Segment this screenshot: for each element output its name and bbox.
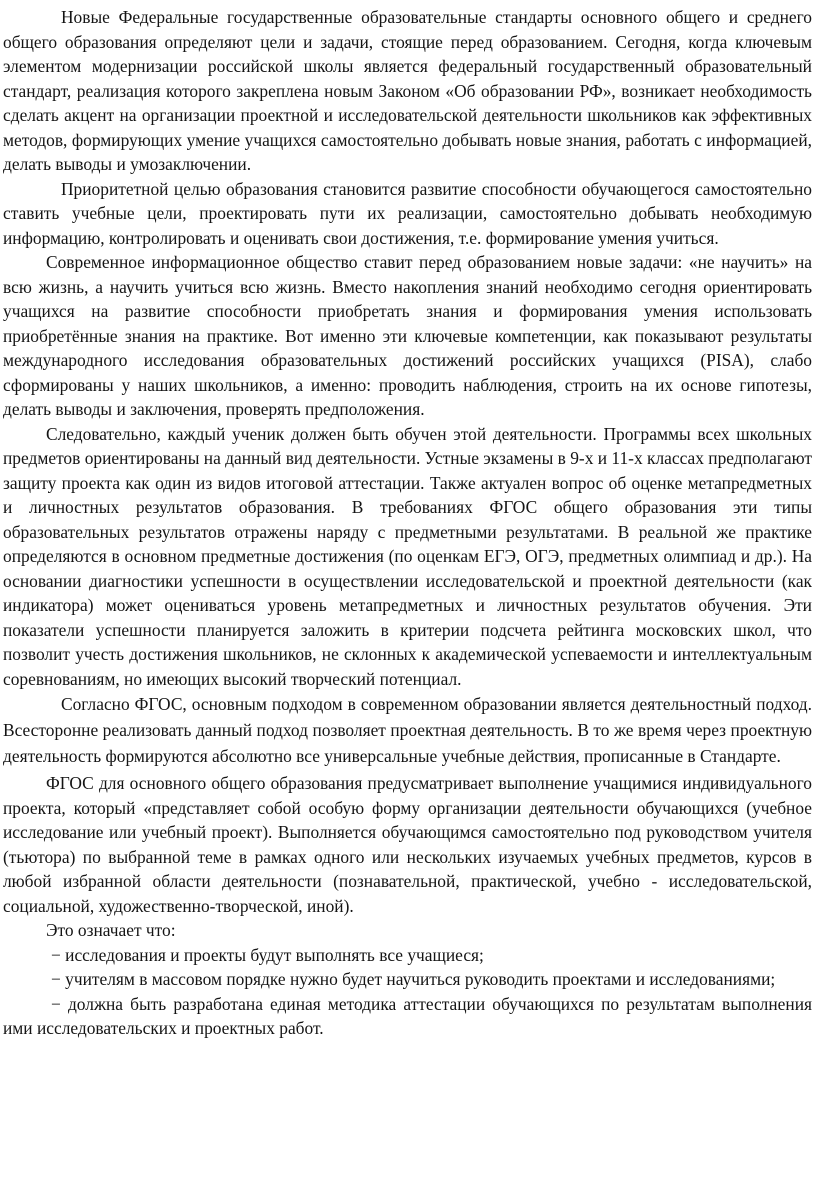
paragraph-individual-project: ФГОС для основного общего образования предусматривает выполнение учащимися индивидуального проекта, который «представляет собой особую форму организации деятельности обучающихся (учебное исследование или учебный проект). Выполняется обучающимся самостоятельно под руководством учителя (тьютора) по выбранной теме в рамках одного или нескольких изучаемых учебных предметов, курсов в любой избранной области деятельности (познавательной, практической, учебно - исследовательской, социальной, художественно-творческой, иной). xyxy=(3,773,812,916)
list-item: − исследования и проекты будут выполнять все учащиеся; xyxy=(51,944,484,965)
list-item: − должна быть разработана единая методика аттестации обучающихся по результатам выполнения ими исследовательских и проектных работ. xyxy=(3,993,812,1038)
paragraph-consequently: Следовательно, каждый ученик должен быть обучен этой деятельности. Программы всех школьных предметов ориентированы на данный вид деятельности. Устные экзамены в 9-х и 11-х классах предполагают защиту проекта как один из видов итоговой аттестации. Также актуален вопрос об оценке метапредметных и личностных результатов образования. В требованиях ФГОС общего образования эти типы образовательных результатов отражены наряду с предметными результатами. В реальной же практике определяются в основном предметные достижения (по оценкам ЕГЭ, ОГЭ, предметных олимпиад и др.). На основании диагностики успешности в осуществлении исследовательской и проектной деятельности (как индикатора) может оцениваться уровень метапредметных и личностных результатов обучения. Эти показатели успешности планируется заложить в критерии подсчета рейтинга московских школ, что позволит учесть достижения школьников, не склонных к академической успеваемости и интеллектуальным соревнованиям, но имеющих высокий творческий потенциал. xyxy=(3,423,812,689)
paragraph-information-society: Современное информационное общество ставит перед образованием новые задачи: «не научить» на всю жизнь, а научить учиться всю жизнь. Вместо накопления знаний необходимо сегодня ориентировать учащихся на развитие способности приобретать знания и формирования умения использовать приобретённые знания на практике. Вот именно эти ключевые компетенции, как показывают результаты международного исследования образовательных достижений российских учащихся (PISA), слабо сформированы у наших школьников, а именно: проводить наблюдения, строить на их основе гипотезы, делать выводы и заключения, проверять предположения. xyxy=(3,252,812,419)
paragraph-priority-goal: Приоритетной целью образования становится развитие способности обучающегося самостоятельно ставить учебные цели, проектировать пути их реализации, самостоятельно добывать необходимую информацию, контролировать и оценивать свои достижения, т.е. формирование умения учиться. xyxy=(3,178,812,248)
paragraph-activity-approach: Согласно ФГОС, основным подходом в современном образовании является деятельностный подход. Всесторонне реализовать данный подход позволяет проектная деятельность. В то же время через проектную деятельность формируются абсолютно все универсальные учебные действия, прописанные в Стандарте. xyxy=(3,694,812,766)
list-item: − учителям в массовом порядке нужно будет научиться руководить проектами и исследованиями; xyxy=(51,969,776,989)
paragraph-fgos-intro: Новые Федеральные государственные образовательные стандарты основного общего и среднего общего образования определяют цели и задачи, стоящие перед образованием. Сегодня, когда ключевым элементом модернизации российской школы является федеральный государственный образовательный стандарт, реализация которого закреплена новым Законом «Об образовании РФ», возникает необходимость сделать акцент на организации проектной и исследовательской деятельности школьников как эффективных методов, формирующих умение учащихся самостоятельно добывать новые знания, работать с информацией, делать выводы и умозаключении. xyxy=(3,7,812,174)
paragraph-this-means: Это означает что: xyxy=(46,920,176,940)
